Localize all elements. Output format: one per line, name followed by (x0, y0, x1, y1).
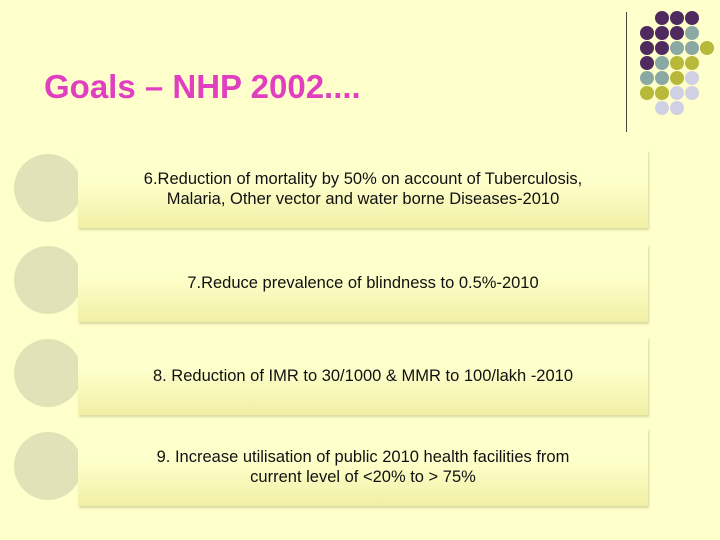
decorative-dot (655, 86, 669, 100)
decorative-dot (655, 11, 669, 25)
bullet-circle (14, 154, 82, 222)
goal-text: 7.Reduce prevalence of blindness to 0.5%-2010 (187, 274, 539, 292)
decorative-dot (685, 11, 699, 25)
decorative-dot (685, 86, 699, 100)
decorative-dot (670, 101, 684, 115)
decorative-dot (655, 41, 669, 55)
bullet-circle (14, 432, 82, 500)
decorative-dot (655, 101, 669, 115)
decorative-dot (685, 56, 699, 70)
decorative-dot (685, 41, 699, 55)
decorative-dot (640, 71, 654, 85)
goal-box (78, 337, 648, 415)
decorative-dot (670, 11, 684, 25)
goal-box (78, 244, 648, 322)
decorative-dot (640, 86, 654, 100)
decorative-dot (670, 71, 684, 85)
decorative-dot (685, 26, 699, 40)
decorative-dot (655, 56, 669, 70)
divider-line (626, 12, 627, 132)
goal-box (78, 428, 648, 506)
decorative-dot (655, 71, 669, 85)
decorative-dot (670, 86, 684, 100)
goal-text: 6.Reduction of mortality by 50% on account of Tuberculosis, Malaria, Other vector and water borne Diseases-2010 (143, 170, 583, 208)
bullet-circle (14, 339, 82, 407)
goal-text: 9. Increase utilisation of public 2010 health facilities from current level of <20% to > 75% (156, 448, 570, 486)
goal-text: 8. Reduction of IMR to 30/1000 & MMR to 100/lakh -2010 (152, 367, 574, 385)
decorative-dot (670, 56, 684, 70)
decorative-dot (640, 41, 654, 55)
decorative-dot (640, 26, 654, 40)
decorative-dot (670, 41, 684, 55)
bullet-circle (14, 246, 82, 314)
decorative-dot (685, 71, 699, 85)
decorative-dot (670, 26, 684, 40)
decorative-dot (655, 26, 669, 40)
decorative-dot (640, 56, 654, 70)
slide-title: Goals – NHP 2002.... (44, 68, 361, 105)
decorative-dot (700, 41, 714, 55)
goal-box (78, 150, 648, 228)
